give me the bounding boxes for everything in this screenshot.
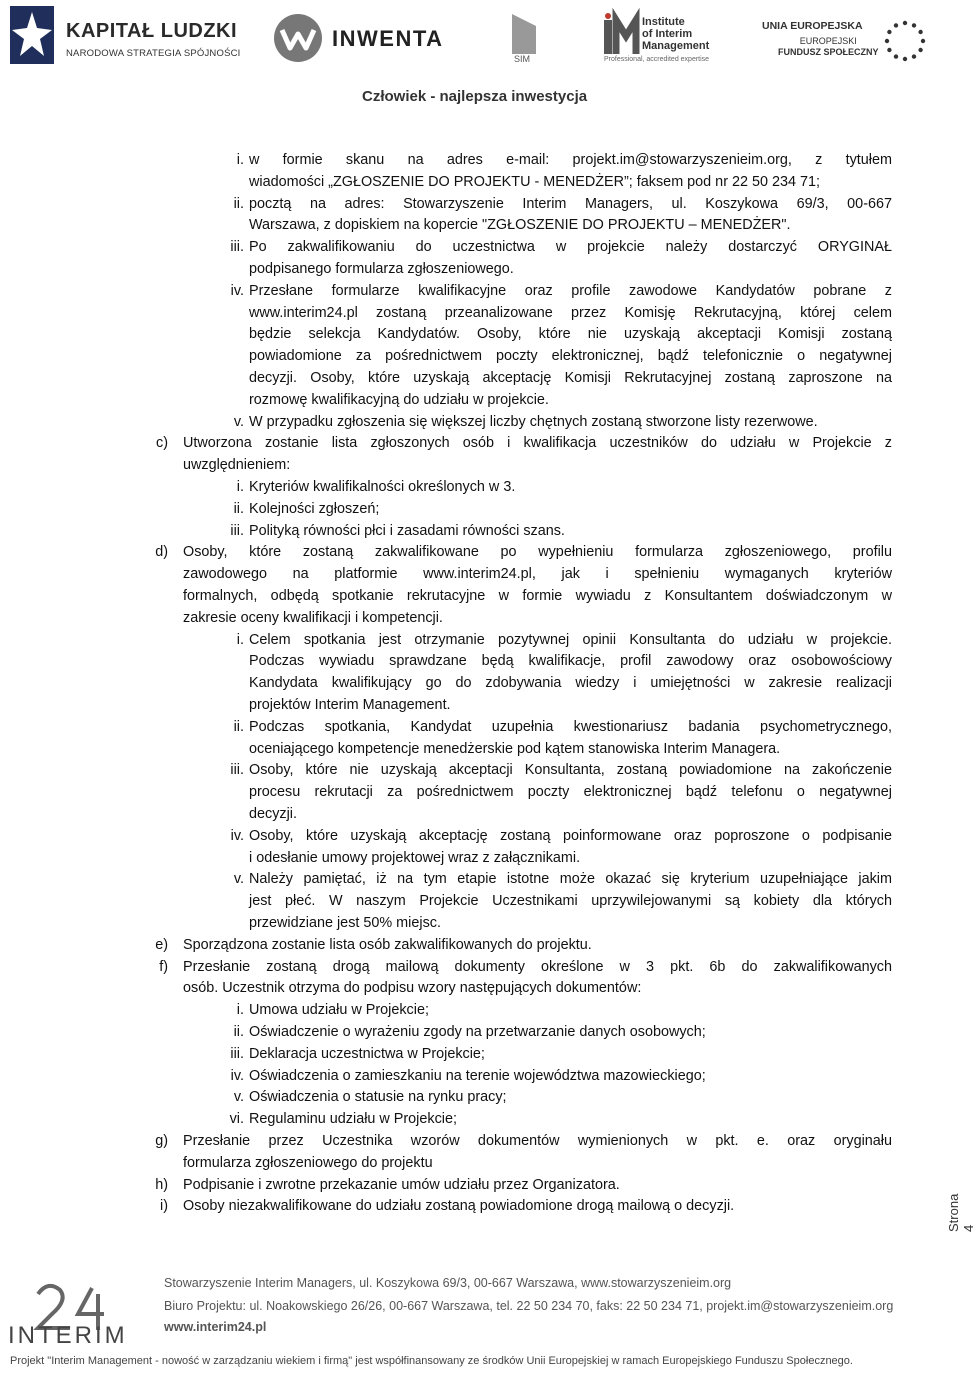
text-line: Przesłanie zostaną drogą mailową dokumenty określone w 3 pkt. 6b do zakwalifikowanych (183, 959, 892, 975)
list-marker: v. (233, 871, 244, 887)
interim24-logo (8, 1280, 148, 1350)
iim-title (642, 16, 709, 52)
text-line: decyzji. (249, 806, 297, 822)
list-marker: ii. (233, 501, 244, 517)
list-marker: d) (155, 544, 168, 560)
text-line: Należy pamiętać, iż na tym etapie istotne może okazać się kryterium uzupełniające jakim (249, 871, 892, 887)
iim-line-1: Institute (642, 16, 685, 28)
iim-emblem-icon (604, 14, 638, 54)
text-line: W przypadku zgłoszenia się większej liczby chętnych zostaną stworzone listy rezerwowe. (249, 414, 818, 430)
sim-logo (508, 14, 540, 66)
inwenta-emblem-icon (272, 12, 324, 64)
footer-project-office: Biuro Projektu: ul. Noakowskiego 26/26, 00-667 Warszawa, tel. 22 50 234 70, faks: 22 50 234 71, projekt.im@stowarzyszenieim.org (164, 1299, 894, 1313)
text-line: pocztą na adres: Stowarzyszenie Interim Managers, ul. Koszykowa 69/3, 00-667 (249, 196, 892, 212)
ue-line-3: FUNDUSZ SPOŁECZNY (778, 47, 879, 57)
list-marker: v. (233, 1089, 244, 1105)
text-line: Oświadczenie o wyrażeniu zgody na przetwarzanie danych osobowych; (249, 1024, 706, 1040)
page-header (0, 0, 960, 120)
text-line: osób. Uczestnik otrzyma do podpisu wzory następujących dokumentów: (183, 980, 642, 996)
text-line: rozmowę kwalifikacyjną do udziału w projekcie. (249, 392, 549, 408)
footer-funding-note: Projekt "Interim Management - nowość w zarządzaniu wiekiem i firmą" jest współfinansowany ze środków Unii Europejskiej w ramach Europejskiego Funduszu Społecznego. (10, 1355, 853, 1367)
list-marker: i. (236, 632, 244, 648)
ue-line-2: EUROPEJSKI (799, 36, 857, 46)
inwenta-logo (272, 12, 472, 68)
text-line: Kryteriów kwalifikalności określonych w 3. (249, 479, 516, 495)
text-line: Osoby, które zostaną zakwalifikowane po wypełnieniu formularza zgłoszeniowego, profilu (183, 544, 892, 560)
text-line: projektów Interim Management. (249, 697, 451, 713)
sim-text: SIM (514, 54, 531, 64)
text-line: www.interim24.pl zostaną przeanalizowane przez Komisję Rekrutacyjną, której celem (249, 305, 892, 321)
text-line: Kandydata kwalifikujący go do zdobywania wiedzy i umiejętności w zakresie realizacji (249, 675, 892, 691)
text-line: Umowa udziału w Projekcie; (249, 1002, 429, 1018)
text-line: wiadomości „ZGŁOSZENIE DO PROJEKTU - MENEDŻER”; faksem pod nr 22 50 234 71; (249, 174, 821, 190)
text-line: procesu rekrutacji za pośrednictwem poczty elektronicznej bądź telefonu o negatywnej (249, 784, 892, 800)
list-marker: iii. (230, 239, 244, 255)
page-number: Strona 4 (946, 1193, 976, 1232)
list-marker: i) (160, 1198, 168, 1214)
slogan: Człowiek - najlepsza inwestycja (362, 88, 588, 105)
list-marker: ii. (233, 1024, 244, 1040)
list-marker: v. (233, 414, 244, 430)
list-marker: iii. (230, 523, 244, 539)
text-line: uwzględnieniem: (183, 457, 291, 473)
list-marker: e) (155, 937, 168, 953)
text-line: formalnych, odbędą spotkanie rekrutacyjne w formie wywiadu z Konsultantem doświadczonym w (183, 588, 892, 604)
footer-website: www.interim24.pl (164, 1320, 267, 1334)
text-line: w formie skanu na adres e-mail: projekt.im@stowarzyszenieim.org, z tytułem (249, 152, 892, 168)
ue-subtitle (778, 36, 879, 58)
list-marker: g) (155, 1133, 168, 1149)
list-marker: i. (236, 152, 244, 168)
text-line: Przesłanie przez Uczestnika wzorów dokumentów wymienionych w pkt. e. oraz oryginału (183, 1133, 892, 1149)
list-marker: ii. (233, 196, 244, 212)
kapital-ludzki-subtitle: NARODOWA STRATEGIA SPÓJNOŚCI (66, 48, 241, 59)
text-line: Celem spotkania jest otrzymanie pozytywnej opinii Konsultanta do udziału w projekcie. (249, 632, 892, 648)
text-line: Osoby, które uzyskają akceptację zostaną poinformowane oraz poproszone o podpisanie (249, 828, 892, 844)
list-marker: iii. (230, 762, 244, 778)
eu-stars-icon (882, 18, 928, 64)
text-line: Kolejności zgłoszeń; (249, 501, 380, 517)
text-line: Osoby, które nie uzyskają akceptacji Konsultanta, zostaną powiadomione na zakończenie (249, 762, 892, 778)
ue-title: UNIA EUROPEJSKA (762, 20, 863, 32)
institute-interim-management-logo (604, 14, 740, 66)
text-line: Oświadczenia o statusie na rynku pracy; (249, 1089, 507, 1105)
list-marker: h) (155, 1177, 168, 1193)
iim-line-3: Management (642, 40, 710, 52)
text-line: zawodowego na platformie www.interim24.pl, jak i spełnieniu wymaganych kryteriów (183, 566, 892, 582)
text-line: Utworzona zostanie lista zgłoszonych osób i kwalifikacja uczestników do udziału w Projekcie z (183, 435, 892, 451)
text-line: Deklaracja uczestnictwa w Projekcie; (249, 1046, 485, 1062)
text-line: jest płeć. W naszym Projekcie Uczestnikami uprzywilejowanymi są kobiety dla których (249, 893, 892, 909)
list-marker: i. (236, 479, 244, 495)
kapital-ludzki-star-icon (10, 6, 54, 64)
text-line: zakresie oceny kwalifikacji i kompetencji. (183, 610, 443, 626)
list-marker: i. (236, 1002, 244, 1018)
list-marker: iv. (230, 1068, 244, 1084)
text-line: decyzji. Osoby, które uzyskają akceptację Komisji Rekrutacyjnej zostaną zaproszone na (249, 370, 892, 386)
text-line: Warszawa, z dopiskiem na kopercie "ZGŁOSZENIE DO PROJEKTU – MENEDŻER". (249, 217, 791, 233)
list-marker: vi. (229, 1111, 244, 1127)
kapital-ludzki-logo (10, 6, 260, 66)
text-line: Oświadczenia o zamieszkaniu na terenie województwa mazowieckiego; (249, 1068, 706, 1084)
list-marker: iii. (230, 1046, 244, 1062)
text-line: i odesłanie umowy projektowej wraz z załącznikami. (249, 850, 581, 866)
text-line: będzie selekcja Kandydatów. Osoby, które nie uzyskają akceptacji Komisji zostaną (249, 326, 892, 342)
unia-europejska-logo (762, 18, 952, 70)
text-line: Regulaminu udziału w Projekcie; (249, 1111, 457, 1127)
list-marker: iv. (230, 283, 244, 299)
kapital-ludzki-title: KAPITAŁ LUDZKI (66, 20, 238, 42)
page-footer (0, 1262, 960, 1374)
text-line: Osoby niezakwalifikowane do udziału zostaną powiadomione drogą mailową o decyzji. (183, 1198, 735, 1214)
inwenta-wordmark: INWENTA (332, 26, 444, 51)
list-marker: ii. (233, 719, 244, 735)
list-marker: c) (156, 435, 168, 451)
text-line: Podczas wywiadu sprawdzane będą kwalifikacje, profil zawodowy oraz osobowościowy (249, 653, 892, 669)
text-line: przewidziane jest 50% miejsc. (249, 915, 441, 931)
iim-tagline: Professional, accredited expertise (604, 56, 710, 63)
text-line: podpisanego formularza zgłoszeniowego. (249, 261, 514, 277)
footer-association: Stowarzyszenie Interim Managers, ul. Koszykowa 69/3, 00-667 Warszawa, www.stowarzyszenieim.org (164, 1276, 732, 1290)
text-line: Polityką równości płci i zasadami równości szans. (249, 523, 565, 539)
list-marker: f) (159, 959, 168, 975)
text-line: Podpisanie i zwrotne przekazanie umów udziału przez Organizatora. (183, 1177, 620, 1193)
text-line: Podczas spotkania, Kandydat uzupełnia kwestionariusz badania psychometrycznego, (249, 719, 892, 735)
iim-line-2: of Interim (642, 28, 693, 40)
text-line: oceniającego kompetencje menedżerskie pod kątem stanowiska Interim Managera. (249, 741, 781, 757)
text-line: Sporządzona zostanie lista osób zakwalifikowanych do projektu. (183, 937, 592, 953)
text-line: Przesłane formularze kwalifikacyjne oraz profile zawodowe Kandydatów pobrane z (249, 283, 892, 299)
list-marker: iv. (230, 828, 244, 844)
text-line: formularza zgłoszeniowego do projektu (183, 1155, 433, 1171)
text-line: Po zakwalifikowaniu do uczestnictwa w projekcie należy dostarczyć ORYGINAŁ (249, 239, 892, 255)
interim-logo-text: INTERIM (8, 1322, 128, 1349)
text-line: powiadomione za pośrednictwem poczty elektronicznej, bądź telefonicznie o negatywnej (249, 348, 892, 364)
